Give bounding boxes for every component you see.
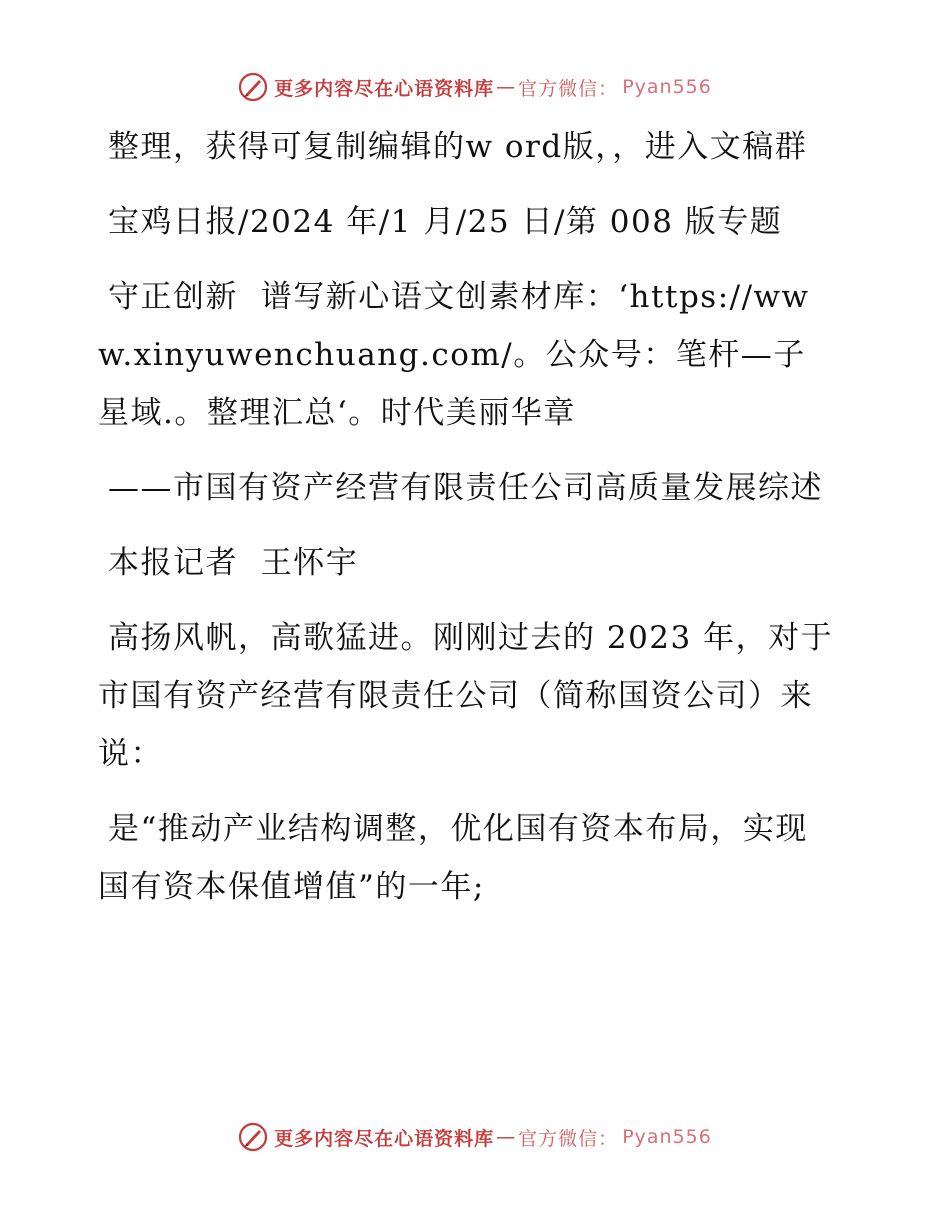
quill-pen-logo-icon (238, 1122, 268, 1152)
quill-pen-logo-icon (238, 72, 268, 102)
paragraph: 是“推动产业结构调整，优化国有资本布局，实现国有资本保值增值”的一年; (98, 811, 808, 905)
document-body (98, 118, 838, 933)
banner-official-label: 官方微信： (518, 1127, 619, 1150)
paragraph: 整理，获得可复制编辑的w ord版，，进入文稿群 (108, 129, 808, 165)
banner-official-label: 官方微信： (518, 77, 619, 100)
paragraph: 本报记者 王怀宇 (108, 545, 359, 581)
banner-main-text: 更多内容尽在心语资料库 (274, 1127, 495, 1150)
banner-wechat-id: Pyan556 (622, 1126, 712, 1148)
paragraph: 宝鸡日报/2024 年/1 月/25 日/第 008 版专题 (108, 204, 783, 240)
banner-dash: — (496, 1126, 517, 1148)
paragraph: 守正创新 谱写新心语文创素材库：‘https://www.xinyuwenchuang.com/。公众号：笔杆—子星域.。整理汇总‘。时代美丽华章 (98, 279, 810, 431)
header-watermark-banner (0, 72, 950, 102)
banner-main-text: 更多内容尽在心语资料库 (274, 77, 495, 100)
banner-wechat-id: Pyan556 (622, 76, 712, 98)
paragraph: 高扬风帆，高歌猛进。刚刚过去的 2023 年，对于市国有资产经营有限责任公司（简称国资公司）来说： (98, 620, 834, 772)
paragraph: ——市国有资产经营有限责任公司高质量发展综述 (108, 470, 823, 506)
banner-dash: — (496, 76, 517, 98)
footer-watermark-banner (0, 1122, 950, 1152)
